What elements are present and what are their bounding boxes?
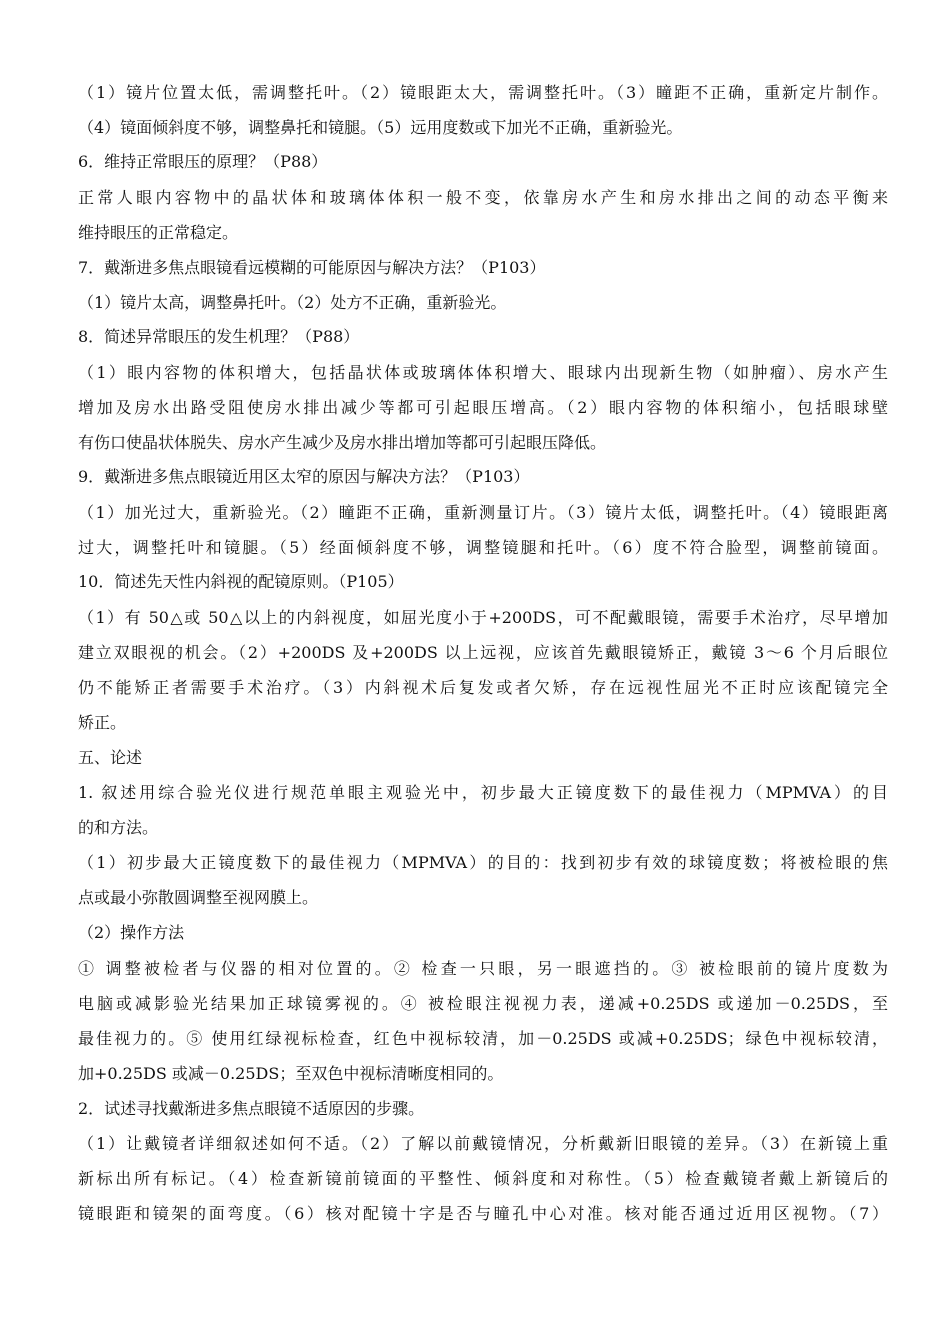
question-heading: 10．简述先天性内斜视的配镜原则。（P105） [78, 572, 404, 591]
question-heading: 6．维持正常眼压的原理？（P88） [78, 152, 328, 171]
text-line: 有伤口使晶状体脱失、房水产生减少及房水排出增加等都可引起眼压降低。 [78, 433, 607, 452]
text-line: 仍不能矫正者需要手术治疗。（3）内斜视术后复发或者欠矫，存在远视性屈光不正时应该配镜完全 [78, 678, 888, 697]
text-line: （1）加光过大，重新验光。（2）瞳距不正确，重新测量订片。（3）镜片太低，调整托叶。（4）镜眼距离 [78, 503, 888, 522]
text-line: 点或最小弥散圆调整至视网膜上。 [78, 888, 319, 907]
text-line: ① 调整被检者与仪器的相对位置的。② 检查一只眼，另一眼遮挡的。③ 被检眼前的镜片度数为 [78, 959, 888, 978]
text-line: 过大，调整托叶和镜腿。（5）经面倾斜度不够，调整镜腿和托叶。（6）度不符合脸型，调整前镜面。 [78, 538, 888, 557]
text-line: （1）让戴镜者详细叙述如何不适。（2）了解以前戴镜情况，分析戴新旧眼镜的差异。（3）在新镜上重 [78, 1134, 888, 1153]
text-line: 镜眼距和镜架的面弯度。（6）核对配镜十字是否与瞳孔中心对准。核对能否通过近用区视物。（7） [78, 1204, 888, 1223]
text-line: 电脑或减影验光结果加正球镜雾视的。④ 被检眼注视视力表，递减+0.25DS 或递加－0.25DS，至 [78, 994, 888, 1013]
text-line: （1）初步最大正镜度数下的最佳视力（MPMVA）的目的：找到初步有效的球镜度数；将被检眼的焦 [78, 853, 888, 872]
text-line: 最佳视力的。⑤ 使用红绿视标检查，红色中视标较清，加－0.25DS 或减+0.25DS；绿色中视标较清， [78, 1029, 888, 1048]
question-heading: 8．简述异常眼压的发生机理？（P88） [78, 327, 360, 346]
text-line: （2）操作方法 [78, 923, 185, 942]
text-line: 新标出所有标记。（4）检查新镜前镜面的平整性、倾斜度和对称性。（5）检查戴镜者戴上新镜后的 [78, 1169, 888, 1188]
text-line: 的和方法。 [78, 818, 159, 837]
question-heading: 7．戴渐进多焦点眼镜看远模糊的可能原因与解决方法？（P103） [78, 258, 546, 277]
question-heading: 9．戴渐进多焦点眼镜近用区太窄的原因与解决方法？（P103） [78, 467, 530, 486]
text-line: 正常人眼内容物中的晶状体和玻璃体体积一般不变，依靠房水产生和房水排出之间的动态平衡来 [78, 188, 888, 207]
section-heading: 五、论述 [78, 748, 143, 767]
text-line: （4）镜面倾斜度不够，调整鼻托和镜腿。（5）远用度数或下加光不正确，重新验光。 [78, 118, 683, 137]
text-line: （1）镜片位置太低，需调整托叶。（2）镜眼距太大，需调整托叶。（3）瞳距不正确，重新定片制作。 [78, 83, 888, 102]
text-line: 加+0.25DS 或减－0.25DS；至双色中视标清晰度相同的。 [78, 1064, 504, 1083]
text-line: 矫正。 [78, 713, 127, 732]
text-line: （1）眼内容物的体积增大，包括晶状体或玻璃体体积增大、眼球内出现新生物（如肿瘤）、房水产生 [78, 363, 888, 382]
text-line: 增加及房水出路受阻使房水排出减少等都可引起眼压增高。（2）眼内容物的体积缩小，包括眼球壁 [78, 398, 888, 417]
question-heading: 2．试述寻找戴渐进多焦点眼镜不适原因的步骤。 [78, 1099, 425, 1118]
text-line: （1）有 50△或 50△以上的内斜视度，如屈光度小于+200DS，可不配戴眼镜，需要手术治疗，尽早增加 [78, 608, 888, 627]
text-line: （1）镜片太高，调整鼻托叶。（2）处方不正确，重新验光。 [78, 293, 507, 312]
question-heading: 1. 叙述用综合验光仪进行规范单眼主观验光中，初步最大正镜度数下的最佳视力（MPMVA）的目 [78, 783, 888, 802]
text-line: 建立双眼视的机会。（2）+200DS 及+200DS 以上远视，应该首先戴眼镜矫正，戴镜 3～6 个月后眼位 [78, 643, 888, 662]
text-line: 维持眼压的正常稳定。 [78, 223, 239, 242]
